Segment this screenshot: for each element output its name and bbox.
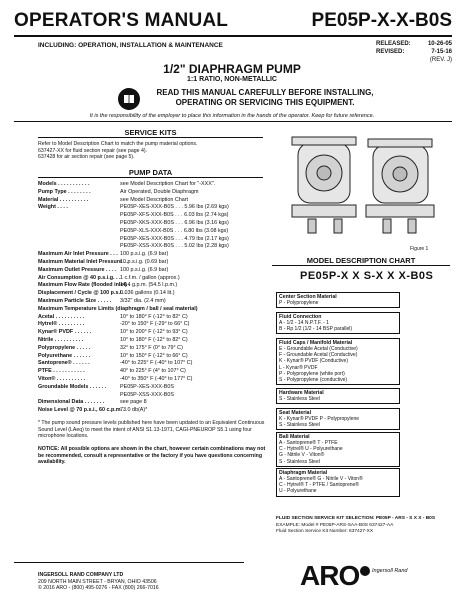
pump-data-label: Models . . . . . . . . . . .	[38, 181, 90, 187]
model-option-title: Ball Material	[279, 434, 310, 440]
pump-data-value: 100 p.s.i.g. (6.9 bar)	[120, 266, 169, 273]
model-option-ball	[276, 432, 400, 467]
pump-data-row	[38, 251, 263, 258]
pump-data-value: PE05P-XES-XXX-B0S . . . 5.96 lbs (2.69 kgs)	[120, 204, 229, 211]
figure-caption: Figure 1	[410, 246, 429, 252]
pump-data-value: 40° to 225° F (4° to 107° C)	[120, 368, 186, 375]
pump-data-label: Maximum Material Inlet Pressure . .	[38, 259, 128, 265]
company-address: 209 NORTH MAIN STREET - BRYAN, OHIO 43506	[38, 578, 157, 585]
pump-data-value: PE05P-XES-XXX-B0S	[120, 383, 174, 390]
model-option-title: Diaphragm Material	[279, 470, 328, 476]
pump-data-row	[38, 275, 263, 282]
revised-value: 7-15-16	[431, 49, 452, 55]
pump-data-row	[38, 290, 263, 297]
pump-data-label: Acetal . . . . . . . . . .	[38, 313, 85, 320]
aro-logo: ARO	[300, 560, 360, 591]
pump-data-label: Santoprene® . . . . . .	[38, 360, 90, 367]
pump-data-label: Maximum Particle Size . . . . .	[38, 298, 112, 304]
pump-data-row	[38, 376, 263, 383]
pump-data-label: Viton® . . . . . . . . . .	[38, 376, 86, 382]
model-option-title: Hardware Material	[279, 390, 324, 396]
pump-data-value: 10 p.s.i.g. (0.69 bar)	[120, 259, 169, 265]
pump-data-row	[38, 384, 263, 391]
model-option-item: L - Kynar® PVDF	[279, 364, 318, 371]
model-option-seat	[276, 408, 400, 430]
pump-data-value: 73.0 db(A)*	[120, 407, 148, 414]
pump-data-row	[38, 306, 263, 313]
pump-data-label: Kynar® PVDF . . . . . .	[38, 329, 92, 336]
release-info	[376, 40, 452, 64]
noise-footnote: * The pump sound pressure levels published here have been updated to an Equivalent Continuous Sound Level (LAeq) to meet the intent of ANSI S1.13-1971, CAGI-PNEUROP S5.1 using four microphone locations.	[38, 420, 265, 440]
document-title: 1/2" DIAPHRAGM PUMP	[163, 62, 301, 76]
pump-data-row	[38, 197, 263, 204]
model-option-item: A - 1/2 - 14 N.P.T.F. - 1	[279, 320, 329, 326]
model-option-item: S - Stainless Steel	[279, 396, 320, 402]
footer-rule	[14, 562, 244, 563]
service-kits-line-3: 637428 for air section repair (see page 5).	[38, 154, 135, 161]
model-code: PE05P-X X S-X X X-B0S	[300, 270, 434, 282]
notice-text: NOTICE: All possible options are shown in the chart, however certain combinations may not be recommended, consult a representative or the factory if you have questions concerning availability.	[38, 446, 266, 466]
model-option-item: U - Polyurethane	[279, 488, 317, 495]
pump-data-row	[38, 243, 263, 250]
pump-data-value: PE05P-XFS-XXX-B0S . . . 6.03 lbs (2.74 kgs)	[120, 212, 229, 219]
pump-data-value: PE05P-XSS-XXX-B0S	[120, 391, 174, 398]
model-number: PE05P-X-X-B0S	[311, 10, 452, 31]
pump-data-row	[38, 353, 263, 360]
revised-label: REVISED:	[376, 49, 405, 55]
pump-data-value: -20° to 150° F (-29° to 66° C)	[120, 321, 190, 328]
pump-data-row	[38, 399, 263, 406]
pump-illustration	[278, 135, 448, 243]
read-manual-icon	[118, 88, 140, 110]
manual-subtitle: INCLUDING: OPERATION, INSTALLATION & MAINTENANCE	[38, 42, 223, 49]
pump-data-row	[38, 368, 263, 375]
ingersoll-rand-brand: Ingersoll Rand	[372, 568, 408, 574]
pump-data-value: 10° to 180° F (-12° to 82° C)	[120, 337, 188, 343]
service-example: EXAMPLE: Model # PE05P-ARS-SAA-B0S 637427-AA	[276, 522, 394, 528]
pump-data-row	[38, 204, 263, 211]
section-rule	[14, 121, 452, 122]
pump-data-row	[38, 259, 263, 266]
pump-data-label: Dimensional Data . . . . . . .	[38, 399, 105, 406]
model-option-title: Fluid Caps / Manifold Material	[279, 340, 353, 346]
warning-line-1: READ THIS MANUAL CAREFULLY BEFORE INSTALLING,	[156, 88, 374, 97]
model-option-item: P - Polypropylene	[279, 300, 319, 306]
ingersoll-rand-logo-icon	[360, 566, 370, 576]
company-name: INGERSOLL RAND COMPANY LTD	[38, 572, 124, 578]
model-option-fluid-connection	[276, 312, 400, 334]
pump-data-row	[38, 298, 263, 305]
model-option-item: B - Rp 1/2 (1/2 - 14 BSP parallel)	[279, 326, 352, 333]
pump-data-label: Polyurethane . . . . . .	[38, 352, 91, 359]
pump-data-value: 10° to 150° F (-12° to 66° C)	[120, 352, 188, 359]
pump-data-label: Maximum Air Inlet Pressure . . .	[38, 251, 118, 258]
pump-data-label: Hytrel® . . . . . . . . .	[38, 321, 85, 328]
model-option-item: S - Polypropylene (conductive)	[279, 377, 348, 384]
service-kit-selection	[276, 516, 456, 536]
pump-data-value: 0.036 gallons (0.14 lit.)	[120, 290, 175, 297]
pump-data-row	[38, 337, 263, 344]
model-chart-heading: MODEL DESCRIPTION CHART	[272, 256, 450, 266]
pump-data-row	[38, 321, 263, 328]
model-option-item: K - Kynar® PVDF (Conductive)	[279, 358, 348, 365]
model-option-item: E - Groundable Acetal (Conductive)	[279, 346, 358, 352]
pump-data-row	[38, 236, 263, 243]
pump-data-label: Maximum Temperature Limits (diaphragm / ball / seal material)	[38, 305, 198, 312]
pump-data-label: Polypropylene . . . . .	[38, 344, 91, 351]
pump-data-row	[38, 314, 263, 321]
model-option-item: F - Groundable Acetal (Conductive)	[279, 352, 358, 359]
pump-data-value: 10° to 200° F (-12° to 93° C)	[120, 329, 188, 336]
service-note: FLUID SECTION SERVICE KIT SELECTION: PE05P - ARS - S X X - B0S	[276, 516, 436, 521]
company-info	[38, 572, 159, 592]
pump-data-row	[38, 345, 263, 352]
pump-data-value: PE05P-XSS-XXX-B0S . . . 5.02 lbs (2.28 kgs)	[120, 243, 229, 250]
pump-data-label: Pump Type . . . . . . . .	[38, 188, 91, 195]
model-option-item: K - Kynar® PVDF P - Polypropylene	[279, 416, 360, 422]
pump-data-label: Nitrile . . . . . . . . . .	[38, 337, 84, 343]
pump-data-heading: PUMP DATA	[38, 168, 263, 178]
pump-data-label: Weight . . . .	[38, 204, 68, 211]
warning-line-2: OPERATING OR SERVICING THIS EQUIPMENT.	[175, 98, 355, 107]
pump-data-value: -40° to 225° F (-40° to 107° C)	[120, 360, 193, 367]
pump-data-row	[38, 228, 263, 235]
service-kit-number: Fluid Section Service Kit Number: 637427-XX	[276, 529, 374, 535]
rev-value: (REV. J)	[429, 57, 452, 63]
pump-data-value: PE05P-XLS-XXX-B0S . . . 6.80 lbs (3.08 kgs)	[120, 227, 229, 234]
model-option-fluid-caps	[276, 338, 400, 385]
pump-data-value: 10° to 180° F (-12° to 82° C)	[120, 313, 188, 320]
pump-data-value: see page 8	[120, 399, 147, 406]
released-value: 10-26-05	[427, 41, 452, 47]
model-option-item: S - Stainless Steel	[279, 422, 320, 429]
pump-data-value: PE05P-XKS-XXX-B0S . . . 6.96 lbs (3.16 kgs)	[120, 220, 229, 226]
model-option-title: Fluid Connection	[279, 314, 322, 320]
pump-data-label: PTFE . . . . . . . . . . .	[38, 368, 85, 375]
model-option-item: A - Santoprene® G - Nitrile V - Viton®	[279, 476, 363, 482]
model-option-center-section	[276, 292, 400, 308]
service-kits-line-1: Refer to Model Description Chart to match the pump material options.	[38, 141, 198, 147]
service-kits-text	[38, 141, 268, 161]
pump-data-row	[38, 360, 263, 367]
pump-data-label: Maximum Flow Rate (flooded inlet) .	[38, 282, 130, 289]
model-option-hardware	[276, 388, 400, 404]
pump-data-row	[38, 282, 263, 289]
service-kits-line-2: 637427-XX for fluid section repair (see page 4).	[38, 147, 148, 154]
model-option-item: C - Hytrel® U - Polyurethane	[279, 446, 343, 453]
pump-data-row	[38, 181, 263, 188]
pump-data-value: 32° to 175° F (0° to 79° C)	[120, 344, 183, 351]
pump-data-row	[38, 407, 263, 414]
pump-data-value: PE05P-XES-XXX-B0S . . . 4.79 lbs (2.17 kgs)	[120, 235, 229, 242]
pump-data-label: Material . . . . . . . . . .	[38, 196, 89, 203]
model-option-title: Seat Material	[279, 410, 312, 416]
model-option-item: S - Stainless Steel	[279, 458, 320, 465]
manual-title: OPERATOR'S MANUAL	[14, 10, 229, 31]
model-option-diaphragm	[276, 468, 400, 497]
model-option-item: A - Santoprene® T - PTFE	[279, 440, 338, 446]
pump-data-value: 3/32" dia. (2.4 mm)	[120, 298, 166, 304]
pump-data-value: 100 p.s.i.g. (6.9 bar)	[120, 251, 169, 258]
pump-data-row	[38, 220, 263, 227]
released-label: RELEASED:	[376, 41, 411, 47]
model-option-title: Center Section Material	[279, 294, 337, 300]
company-phone: © 2016 ARO - (800) 495-0276 - FAX (800) 266-7016	[38, 585, 159, 591]
responsibility-note: It is the responsibility of the employer to place this information in the hands of the operator. Keep for future reference.	[89, 113, 375, 119]
pump-data-row	[38, 189, 263, 196]
pump-data-label: Displacement / Cycle @ 100 p.s.i. .	[38, 290, 126, 297]
pump-data-row	[38, 329, 263, 336]
pump-data-value: -40° to 350° F (-40° to 177° C)	[120, 376, 193, 382]
pump-data-value: 14.4 g.p.m. (54.5 l.p.m.)	[120, 282, 178, 289]
header-rule	[14, 35, 452, 37]
document-ratio: 1:1 RATIO, NON-METALLIC	[187, 76, 277, 83]
model-option-item: P - Polypropylene (white port)	[279, 370, 345, 377]
pump-data-value: 1 c.f.m. / gallon (approx.)	[120, 274, 180, 281]
pump-data-value: see Model Description Chart	[120, 196, 189, 203]
pump-data-label: Noise Level @ 70 p.s.i., 60 c.p.m. .	[38, 407, 126, 414]
pump-data-row	[38, 212, 263, 219]
pump-data-value: Air Operated, Double Diaphragm	[120, 188, 199, 195]
pump-data-label: Groundable Models . . . . . .	[38, 383, 107, 390]
pump-data-label: Air Consumption @ 40 p.s.i.g. . .	[38, 274, 121, 281]
service-kits-heading: SERVICE KITS	[38, 128, 263, 138]
model-option-item: C - Hytrel® T - PTFE / Santoprene®	[279, 482, 359, 489]
pump-data-value: see Model Description Chart for "-XXX".	[120, 181, 216, 187]
pump-data-label: Maximum Outlet Pressure . . . .	[38, 266, 117, 273]
warning-banner	[150, 88, 380, 108]
pump-data-row	[38, 267, 263, 274]
pump-data-row	[38, 392, 263, 399]
model-option-item: G - Nitrile V - Viton®	[279, 452, 325, 459]
